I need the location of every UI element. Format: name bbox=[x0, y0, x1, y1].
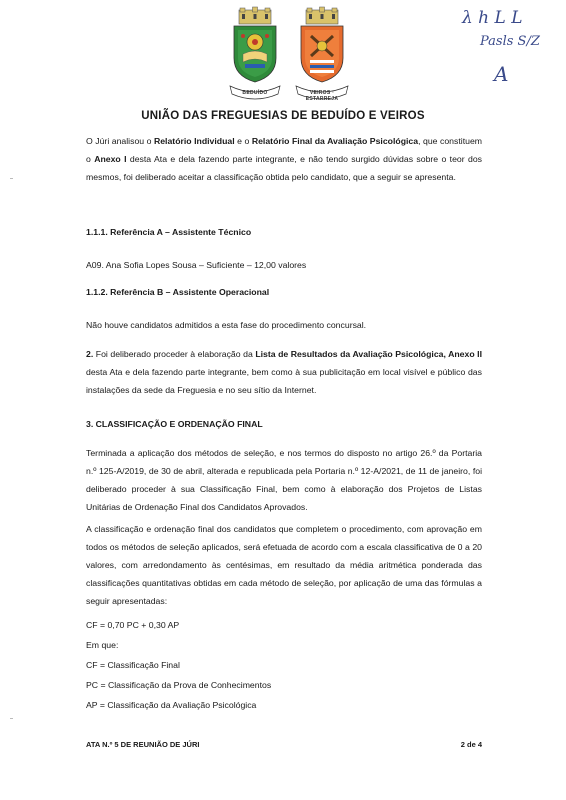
intro-text: O Júri analisou o bbox=[86, 136, 154, 146]
intro-text: , que constituem o bbox=[86, 136, 483, 164]
scan-mark bbox=[10, 178, 13, 179]
formula: CF = 0,70 PC + 0,30 AP bbox=[86, 620, 180, 630]
reference-a-heading: 1.1.1. Referência A – Assistente Técnico bbox=[86, 227, 252, 237]
point-2-paragraph bbox=[86, 345, 482, 399]
section-3-paragraph-1: Terminada a aplicação dos métodos de seleção, e nos termos do disposto no artigo 26.º da Portaria n.º 125-A/2019, de 30 de abril, alterada e republicada pela Portaria n.º 12-A/2021, de 11 de janeiro, foi deliberado proceder à sua Classificação Final, bem como à elaboração dos Projetos de Listas Unitárias de Ordenação Final dos Candidatos Aprovados. bbox=[86, 448, 482, 512]
handwritten-initials: λ h L L bbox=[462, 8, 523, 28]
point-2-bold: 2. bbox=[86, 349, 94, 359]
scan-mark bbox=[10, 718, 13, 719]
definition-cf: CF = Classificação Final bbox=[86, 660, 180, 670]
section-3-paragraph-2: A classificação e ordenação final dos candidatos que completem o procedimento, com aprovação em todos os métodos de seleção aplicados, será efetuada de acordo com a escala classificativa de 0 a 20 valores, com arredondamento às centésimas, em resultado da média aritmética ponderada das classificações quantitativas obtidas em cada método de seleção, por aplicação de uma das fórmulas a seguir apresentadas: bbox=[86, 524, 482, 606]
intro-bold: Anexo I bbox=[94, 154, 127, 164]
beduido-crest-label: BEDUÍDO bbox=[242, 90, 268, 96]
section-3-heading: 3. CLASSIFICAÇÃO E ORDENAÇÃO FINAL bbox=[86, 419, 263, 429]
intro-paragraph bbox=[86, 132, 482, 186]
beduido-crest bbox=[228, 6, 282, 104]
em-que-label: Em que: bbox=[86, 640, 119, 650]
reference-a-result: A09. Ana Sofia Lopes Sousa – Suficiente – 12,00 valores bbox=[86, 260, 307, 270]
document-title: UNIÃO DAS FREGUESIAS DE BEDUÍDO E VEIROS bbox=[141, 110, 425, 122]
veiros-crest bbox=[294, 6, 350, 104]
point-2-bold: Lista de Resultados da Avaliação Psicológica, Anexo II bbox=[255, 349, 483, 359]
point-2-text: Foi deliberado proceder à elaboração da bbox=[93, 349, 256, 359]
definition-ap: AP = Classificação da Avaliação Psicológica bbox=[86, 700, 257, 710]
footer-page-number: 2 de 4 bbox=[460, 740, 482, 749]
intro-bold: Relatório Individual bbox=[153, 136, 235, 146]
intro-text: desta Ata e dela fazendo parte integrante, e não tendo surgido dúvidas sobre o teor dos mesmos, foi deliberado aceitar a classificação obtida pelo candidato, que a seguir se apresenta. bbox=[86, 154, 482, 182]
intro-text: e o bbox=[234, 136, 252, 146]
definition-pc: PC = Classificação da Prova de Conhecimentos bbox=[86, 680, 272, 690]
intro-bold: Relatório Final da Avaliação Psicológica bbox=[251, 136, 419, 146]
handwritten-signature: Pasls S/Z bbox=[480, 34, 540, 49]
footer-ata-label: ATA N.º 5 DE REUNIÃO DE JÚRI bbox=[86, 740, 200, 749]
veiros-crest-label: VEIROS · ESTARREJA bbox=[305, 90, 339, 102]
reference-b-result: Não houve candidatos admitidos a esta fase do procedimento concursal. bbox=[86, 320, 367, 330]
point-2-text: desta Ata e dela fazendo parte integrante, bem como à sua publicitação em local visível e público das instalações da sede da Freguesia e no seu sítio da Internet. bbox=[86, 367, 482, 395]
reference-b-heading: 1.1.2. Referência B – Assistente Operacional bbox=[86, 287, 270, 297]
handwritten-mark: A bbox=[494, 62, 509, 86]
